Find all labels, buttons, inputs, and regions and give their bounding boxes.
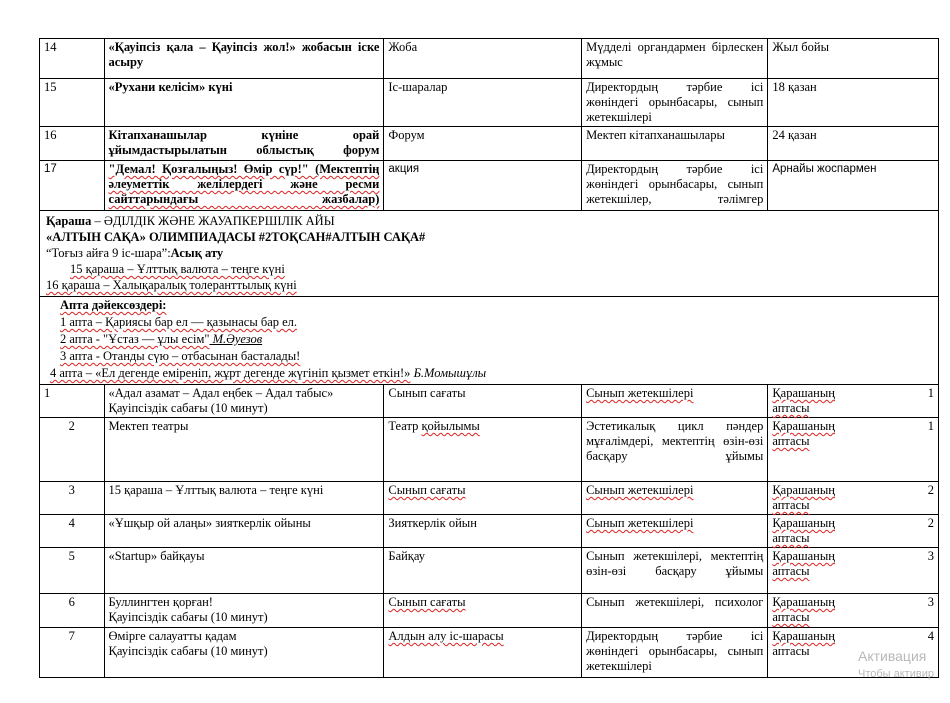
responsible: Сынып жетекшілері bbox=[582, 385, 768, 418]
row-number: 16 bbox=[40, 127, 105, 161]
event-form: Байқау bbox=[384, 548, 582, 594]
nine-events-line: “Тоғыз айға 9 іс-шара”:Асық ату bbox=[46, 246, 224, 260]
table-row bbox=[40, 127, 939, 161]
event-name: «Startup» байқауы bbox=[104, 548, 384, 594]
row-number: 17 bbox=[40, 161, 105, 211]
table-row bbox=[40, 594, 939, 628]
plan-table bbox=[39, 38, 939, 678]
table-row bbox=[40, 79, 939, 127]
event-form: Іс-шаралар bbox=[384, 79, 582, 127]
event-date: Қарашаның 2 аптасы bbox=[768, 515, 939, 548]
event-name: Өмірге салауатты қадам Қауіпсіздік сабағы (10 минут) bbox=[104, 628, 384, 678]
row-number: 6 bbox=[40, 594, 105, 628]
week4-quote: 4 апта – «Ел дегенде еміреніп, жұрт дегенде жүгініп қызмет еткін!» Б.Момышұлы bbox=[50, 366, 487, 380]
responsible: Директордың тәрбие ісі жөніндегі орынбасары, сынып жетекшілер, тәлімгер bbox=[582, 161, 768, 211]
row-number: 3 bbox=[40, 482, 105, 515]
olympiad-heading: «АЛТЫН САҚА» ОЛИМПИАДАСЫ #2ТОҚСАН#АЛТЫН САҚА# bbox=[46, 230, 426, 244]
event-date: Қарашаның 2 аптасы bbox=[768, 482, 939, 515]
table-row bbox=[40, 515, 939, 548]
event-date: Қарашаның 3 аптасы bbox=[768, 594, 939, 628]
event-form: Сынып сағаты bbox=[384, 385, 582, 418]
month-heading: Қараша – ӘДІЛДІК ЖӘНЕ ЖАУАПКЕРШІЛІК АЙЫ bbox=[46, 214, 335, 228]
event-date: 18 қазан bbox=[768, 79, 939, 127]
week1-quote: 1 апта – Қариясы бар ел — қазынасы бар ел. bbox=[60, 315, 298, 329]
row-number: 7 bbox=[40, 628, 105, 678]
event-name: 15 қараша – Ұлттық валюта – теңге күні bbox=[104, 482, 384, 515]
event-form: акция bbox=[384, 161, 582, 211]
responsible: Сынып жетекшілері bbox=[582, 482, 768, 515]
month-section-cell bbox=[40, 211, 939, 385]
table-row bbox=[40, 418, 939, 482]
table-row bbox=[40, 548, 939, 594]
table-row bbox=[40, 628, 939, 678]
table-row bbox=[40, 161, 939, 211]
event-form: Театр қойылымы bbox=[384, 418, 582, 482]
responsible: Сынып жетекшілері bbox=[582, 515, 768, 548]
event-name: «Қауіпсіз қала – Қауіпсіз жол!» жобасын іске асыру bbox=[104, 39, 384, 79]
plan-document bbox=[39, 38, 939, 678]
windows-activation-watermark bbox=[858, 648, 950, 680]
quotes-title: Апта дәйексөздері: bbox=[60, 298, 167, 312]
event-date: Қарашаның 1 аптасы bbox=[768, 385, 939, 418]
row-number: 2 bbox=[40, 418, 105, 482]
event-name: Мектеп театры bbox=[104, 418, 384, 482]
event-form: Сынып сағаты bbox=[384, 594, 582, 628]
event-name: Кітапханашылар күніне орай ұйымдастырылатын облыстық форум bbox=[104, 127, 384, 161]
holiday-nov16: 16 қараша – Халықаралық толеранттылық күні bbox=[46, 278, 297, 292]
responsible: Директордың тәрбие ісі жөніндегі орынбасары, сынып жетекшілері bbox=[582, 79, 768, 127]
row-number: 5 bbox=[40, 548, 105, 594]
event-form: Зияткерлік ойын bbox=[384, 515, 582, 548]
month-section bbox=[40, 211, 939, 385]
responsible: Мектеп кітапханашылары bbox=[582, 127, 768, 161]
event-date: Қарашаның 3 аптасы bbox=[768, 548, 939, 594]
week2-quote: 2 апта - "Ұстаз — ұлы есім" М.Әуезов bbox=[60, 332, 263, 346]
event-date: Арнайы жоспармен bbox=[768, 161, 939, 211]
event-date: Қарашаның 1 аптасы bbox=[768, 418, 939, 482]
row-number: 15 bbox=[40, 79, 105, 127]
event-form: Форум bbox=[384, 127, 582, 161]
week3-quote: 3 апта - Отанды сүю – отбасынан басталады! bbox=[60, 349, 301, 363]
event-form: Жоба bbox=[384, 39, 582, 79]
responsible: Сынып жетекшілері, психолог bbox=[582, 594, 768, 628]
responsible: Директордың тәрбие ісі жөніндегі орынбасары, сынып жетекшілері bbox=[582, 628, 768, 678]
table-row bbox=[40, 385, 939, 418]
event-name: «Рухани келісім» күні bbox=[104, 79, 384, 127]
responsible: Мүдделі органдармен бірлескен жұмыс bbox=[582, 39, 768, 79]
watermark-line1: Активация bbox=[858, 648, 927, 664]
table-row bbox=[40, 482, 939, 515]
event-form: Сынып сағаты bbox=[384, 482, 582, 515]
event-date: 24 қазан bbox=[768, 127, 939, 161]
event-name: «Адал азамат – Адал еңбек – Адал табыс» Қауіпсіздік сабағы (10 минут) bbox=[104, 385, 384, 418]
responsible: Эстетикалық цикл пәндер мұғалімдері, мектептің өзін-өзі басқару ұйымы bbox=[582, 418, 768, 482]
row-number: 4 bbox=[40, 515, 105, 548]
row-number: 14 bbox=[40, 39, 105, 79]
event-form: Алдын алу іс-шарасы bbox=[384, 628, 582, 678]
event-name: «Ұшқыр ой алаңы» зияткерлік ойыны bbox=[104, 515, 384, 548]
row-number: 1 bbox=[40, 385, 105, 418]
holiday-nov15: 15 қараша – Ұлттық валюта – теңге күні bbox=[70, 262, 285, 276]
table-row bbox=[40, 39, 939, 79]
event-name: Буллингтен қорған! Қауіпсіздік сабағы (10 минут) bbox=[104, 594, 384, 628]
watermark-line2: Чтобы активир bbox=[858, 668, 934, 680]
event-name: "Демал! Қозғалыңыз! Өмір сүр!" (Мектептің әлеуметтік желілердегі және ресми сайттарындағы жазбалар) bbox=[104, 161, 384, 211]
event-date: Қарашаның 4 аптасы bbox=[768, 628, 939, 678]
event-date: Жыл бойы bbox=[768, 39, 939, 79]
responsible: Сынып жетекшілері, мектептің өзін-өзі басқару ұйымы bbox=[582, 548, 768, 594]
